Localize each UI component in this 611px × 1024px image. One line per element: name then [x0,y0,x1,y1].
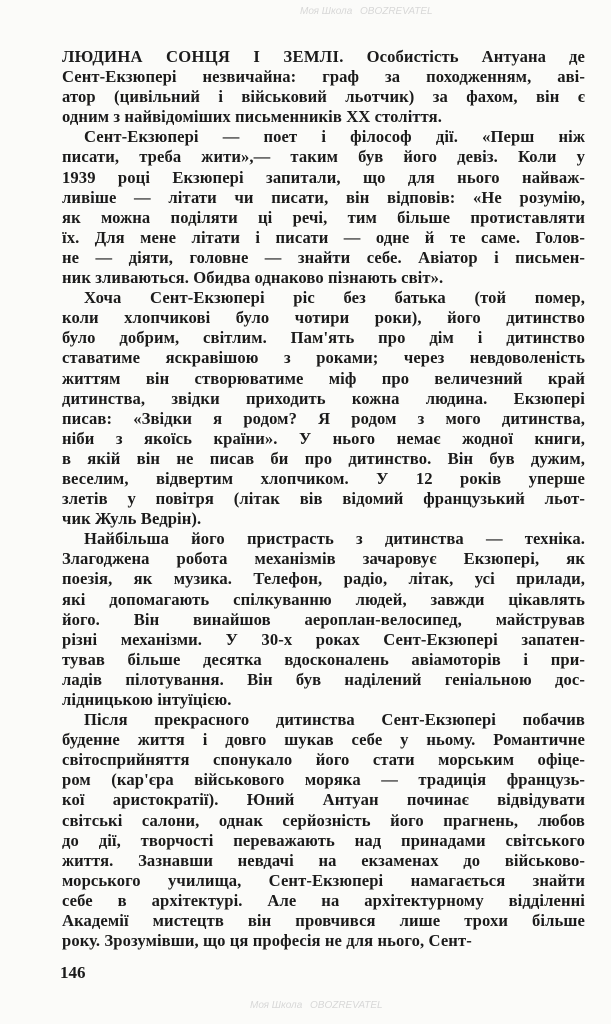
paragraph-line: буденне життя і довго шукав себе у ньому. Романтичне [62,730,585,750]
paragraph-line: які допомагають спілкуванню людей, завжди цікавлять [62,589,585,609]
paragraph-line: злетів у повітря (літак вів відомий французький льот- [62,489,585,509]
paragraph-line: дитинства, звідки приходить кожна людина. Екзюпері [62,388,585,408]
textbook-page [62,47,585,951]
paragraph-line: писав: «Звідки я родом? Я родом з мого дитинства, [62,408,585,428]
paragraph-line: до дії, творчості переважають над принадами світського [62,830,585,850]
paragraph-line: в якій він не писав би про дитинство. Він був дужим, [62,448,585,468]
paragraph-line: веселим, відвертим хлопчиком. У 12 років уперше [62,468,585,488]
paragraph-line: ЛЮДИНА СОНЦЯ І ЗЕМЛІ. Особистість Антуана де [62,47,585,66]
paragraph-line: ник зливаються. Обидва однаково пізнають світ». [62,268,444,288]
paragraph-line: Злагоджена робота механізмів зачаровує Екзюпері, як [62,549,585,569]
paragraph-line: його. Він винайшов аероплан-велосипед, майстрував [62,609,585,629]
watermark: OBOZREVATEL [360,6,433,17]
paragraph-line: атор (цивільний і військовий льотчик) за фахом, він є [62,87,585,107]
paragraph-line: Найбільша його пристрасть з дитинства — техніка. [84,529,585,549]
paragraph-line: життям він створюватиме міф про величезний край [62,368,585,388]
paragraph-line: писати, треба жити»,— таким був його девіз. Коли у [62,147,585,167]
paragraph-line: ливіше — літати чи писати, він відповів: «Не розумію, [62,187,585,207]
page-number: 146 [60,963,86,982]
paragraph-line: не — діяти, головне — знайти себе. Авіатор і письмен- [62,247,585,267]
paragraph-line: коли хлопчикові було чотири роки), його дитинство [62,308,585,328]
paragraph-line: себе в архітектурі. Але на архітектурному відділенні [62,890,585,910]
paragraph-line: Сент-Екзюпері незвичайна: граф за походженням, аві- [62,67,585,87]
paragraph-line: Академії мистецтв він провчився лише трохи більше [62,911,585,931]
paragraph-line: поезія, як музика. Телефон, радіо, літак, усі прилади, [62,569,585,589]
paragraph-line: кої аристократії). Юний Антуан починає відвідувати [62,790,585,810]
watermark: Моя Школа [300,6,353,17]
watermark: OBOZREVATEL [310,1000,383,1011]
paragraph-line: Після прекрасного дитинства Сент-Екзюпері побачив [84,710,585,730]
section-heading: ЛЮДИНА СОНЦЯ І ЗЕМЛІ. [62,47,344,66]
paragraph-line: їх. Для мене літати і писати — одне й те саме. Голов- [62,227,585,247]
paragraph-line: одним з найвідоміших письменників XX століття. [62,107,443,127]
paragraph-line: ставатиме яскравішою з роками; через невдоволеність [62,348,585,368]
paragraph-line: тував більше десятка вдосконалень авіамоторів і при- [62,649,585,669]
paragraph-line: різні механізми. У 30-х роках Сент-Екзюпері запатен- [62,629,585,649]
paragraph-line: чик Жуль Ведрін). [62,509,202,529]
paragraph-line: ром (кар'єра військового моряка — традиція французь- [62,770,585,790]
paragraph-line: світосприйняття спонукало його стати морським офіце- [62,750,585,770]
paragraph-line: ладів пілотування. Він був наділений геніальною дос- [62,669,585,689]
paragraph-line: як можна поділяти ці речі, тим більше протиставляти [62,207,585,227]
paragraph-line: 1939 році Екзюпері запитали, що для нього найваж- [62,167,585,187]
paragraph-line: року. Зрозумівши, що ця професія не для нього, Сент- [62,931,472,951]
paragraph-line: ніби з якоїсь країни». У нього немає жодної книги, [62,428,585,448]
paragraph-line: Хоча Сент-Екзюпері ріс без батька (той помер, [84,288,585,308]
paragraph-line: життя. Зазнавши невдачі на екзаменах до військово- [62,850,585,870]
paragraph-line: світські салони, однак серйозність його прагнень, любов [62,810,585,830]
paragraph-line: лідницькою інтуїцією. [62,690,232,709]
watermark: Моя Школа [250,1000,303,1011]
paragraph-line: морського училища, Сент-Екзюпері намагається знайти [62,870,585,890]
paragraph-line: було добрим, світлим. Пам'ять про дім і дитинство [62,328,585,348]
paragraph-line: Сент-Екзюпері — поет і філософ дії. «Перш ніж [84,127,585,147]
